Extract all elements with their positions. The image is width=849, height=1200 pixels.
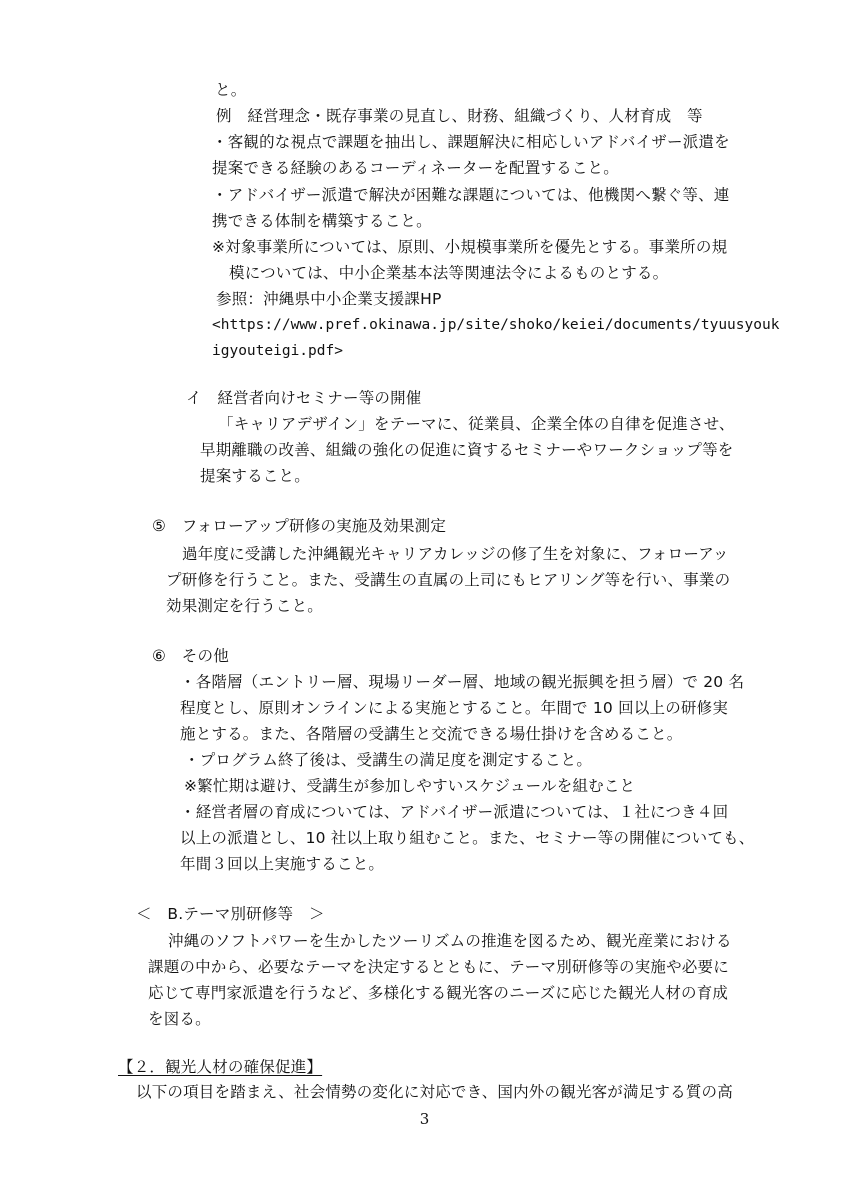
text-line: 施とする。また、各階層の受講生と交流できる場仕掛けを含めること。 [180, 725, 683, 743]
text-line: 応じて専門家派遣を行うなど、多様化する観光客のニーズに応じた観光人材の育成 [148, 984, 729, 1002]
text-line: 過年度に受講した沖縄観光キャリアカレッジの修了生を対象に、フォローアッ [182, 545, 729, 563]
text-line: 課題の中から、必要なテーマを決定するとともに、テーマ別研修等の実施や必要に [148, 958, 729, 976]
text-line: と。 [215, 81, 247, 99]
text-line: ・プログラム終了後は、受講生の満足度を測定すること。 [184, 751, 593, 769]
section-heading: ⑤ フォローアップ研修の実施及効果測定 [152, 517, 447, 535]
section-heading: ＜ B.テーマ別研修等 ＞ [136, 905, 325, 923]
text-line: 提案すること。 [200, 467, 310, 485]
text-line: 程度とし、原則オンラインによる実施とすること。年間で 10 回以上の研修実 [180, 699, 729, 717]
text-line: 提案できる経験のあるコーディネーターを配置すること。 [212, 159, 619, 177]
text-line: ※繁忙期は避け、受講生が参加しやすいスケジュールを組むこと [184, 777, 636, 795]
text-line: 以上の派遣とし、10 社以上取り組むこと。また、セミナー等の開催についても、 [180, 829, 755, 847]
text-line: 参照：沖縄県中小企業支援課HP [216, 290, 442, 308]
text-line: を図る。 [148, 1010, 211, 1028]
page-number: 3 [419, 1110, 430, 1128]
section-heading: イ 経営者向けセミナー等の開催 [186, 389, 422, 407]
text-line: ・各階層（エントリー層、現場リーダー層、地域の観光振興を担う層）で 20 名 [180, 673, 745, 691]
reference-url: <https://www.pref.okinawa.jp/site/shoko/keiei/documents/tyuusyouk [212, 317, 780, 333]
text-line: 沖縄のソフトパワーを生かしたツーリズムの推進を図るため、観光産業における [168, 932, 732, 950]
text-line: 以下の項目を踏まえ、社会情勢の変化に対応でき、国内外の観光客が満足する質の高 [136, 1083, 733, 1101]
text-line: 模については、中小企業基本法等関連法令によるものとする。 [229, 264, 669, 282]
reference-url: igyouteigi.pdf> [212, 343, 343, 359]
text-line: 例 経営理念・既存事業の見直し、財務、組織づくり、人材育成 等 [216, 107, 703, 125]
section-heading: 【２．観光人材の確保促進】 [118, 1058, 323, 1076]
text-line: 効果測定を行うこと。 [166, 597, 324, 615]
text-line: プ研修を行うこと。また、受講生の直属の上司にもヒアリング等を行い、事業の [166, 571, 731, 589]
text-line: 「キャリアデザイン」をテーマに、従業員、企業全体の自律を促進させ、 [218, 415, 735, 433]
text-line: 携できる体制を構築すること。 [212, 212, 432, 230]
text-line: ※対象事業所については、原則、小規模事業所を優先とする。事業所の規 [212, 238, 728, 256]
text-line: ・経営者層の育成については、アドバイザー派遣については、１社につき４回 [180, 803, 729, 821]
text-line: ・客観的な視点で課題を抽出し、課題解決に相応しいアドバイザー派遣を [212, 133, 730, 151]
text-line: 早期離職の改善、組織の強化の促進に資するセミナーやワークショップ等を [200, 441, 734, 459]
section-heading: ⑥ その他 [152, 647, 229, 665]
text-line: 年間３回以上実施すること。 [180, 855, 385, 873]
text-line: ・アドバイザー派遣で解決が困難な課題については、他機関へ繋ぐ等、連 [212, 186, 730, 204]
